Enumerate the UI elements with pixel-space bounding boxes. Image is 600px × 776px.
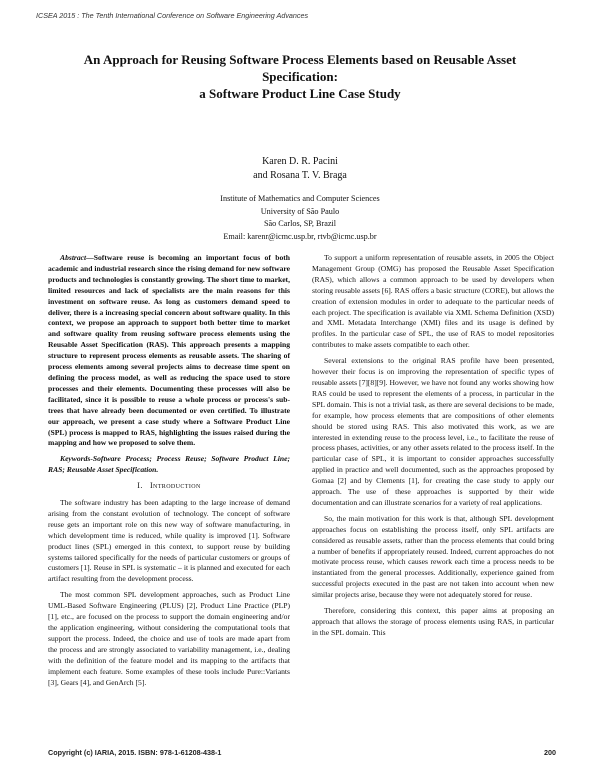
section-heading <box>48 481 290 492</box>
abstract-label: Abstract <box>60 253 87 262</box>
paper-title <box>40 51 560 102</box>
right-column <box>312 253 554 644</box>
author-line-2: and Rosana T. V. Braga <box>253 170 347 181</box>
keywords <box>48 454 290 476</box>
affiliation-university: University of São Paulo <box>260 206 340 216</box>
title-line-2: Specification: <box>262 69 338 84</box>
conference-header: ICSEA 2015 : The Tenth International Conference on Software Engineering Advances <box>36 11 309 20</box>
affiliation-email: Email: karenr@icmc.usp.br, rtvb@icmc.usp.br <box>223 231 377 241</box>
right-paragraph-2: Several extensions to the original RAS profile have been presented, however their focus is on improving the representation of specific types of reusable assets [7][8][9]. However, we have not found any works showing how RAS could be used to represent the elements of a process, in particular in the SPL domain. This is not a trivial task, as there are several decisions to be made, for example, how process elements that are compositions of other elements should be stored using RAS. This also motivated this work, as we are interested in extending reuse to the process level, i.e., to facilitate the reuse of process phases, activities, or any other assets related to the process itself. In the particular case of SPL, it is important to consider approaches successfully applied in practice and well documented, such as the approaches proposed by Gomaa [2] and by Clements [1], for creating the case study to apply our approach. The use of these approaches is supported by their wide documentation and can illustrate scenarios for a variety of real applications. <box>312 356 554 507</box>
left-column <box>48 253 290 693</box>
author-line-1: Karen D. R. Pacini <box>262 156 338 167</box>
affiliation-institute: Institute of Mathematics and Computer Sciences <box>220 194 380 203</box>
affiliation <box>40 193 560 243</box>
footer-copyright: Copyright (c) IARIA, 2015. ISBN: 978-1-61208-438-1 <box>48 748 222 757</box>
right-paragraph-4: Therefore, considering this context, this paper aims at proposing an approach that allows the storage of process elements using RAS, in particular in the SPL domain. This <box>312 606 554 637</box>
right-paragraph-3: So, the main motivation for this work is that, although SPL development approaches focus on establishing the process itself, only SPL artifacts are considered as reusable assets, rather than the process elements that could bring a number of benefits if appropriately reused. Indeed, current approaches do not motivate process reuse, which causes rework each time a process needs to be instantiated from the general processes. Additionally, experience gained from successful projects executed in the past are not taken into account when new similar projects arise, because they were not adequately stored for reuse. <box>312 513 554 600</box>
section-number: I. <box>137 481 143 491</box>
right-paragraph-1: To support a uniform representation of reusable assets, in 2005 the Object Management Group (OMG) has proposed the Reusable Asset Specification (RAS), which allows a common approach to be used by developers when storing reusable assets [6]. RAS offers a basic structure (CORE), but allows the creation of extension modules in order to adequate to the particular needs of each project. The specification is available via XML Schema Definition (XSD) and XML Metadata Interchange (XMI) files and its usage is defined by profiles. In the particular case of SPL, the use of RAS to model repositories contributes to make assets compatible to each other. <box>312 253 554 350</box>
section-title: Introduction <box>149 481 201 491</box>
page-number: 200 <box>544 748 556 757</box>
left-paragraph-1: The software industry has been adapting to the large increase of demand arising from the constant evolution of technology. The concept of software reuse gets an important role on this new way of software manufacturing, in which development time is reduced, while quality is improved [1]. Software product lines (SPL) emerged in this context, to support reuse by building systems tailored specifically for the needs of particular customers or groups of customers [1]. Reuse in SPL is systematic – it is planned and executed for each artifact resulting from the development process. <box>48 498 290 584</box>
title-line-3: a Software Product Line Case Study <box>199 86 401 101</box>
author-list <box>40 155 560 183</box>
title-line-1: An Approach for Reusing Software Process Elements based on Reusable Asset <box>83 52 517 67</box>
left-paragraph-2: The most common SPL development approaches, such as Product Line UML-Based Software Engineering (PLUS) [2], Product Line Practice (PLP) [1], etc., are focused on the process to support the domain engineering and/or the application engineering, without considering the computational tools that support the process. Indeed, the choice and use of tools are made apart from the process and are strongly associated to variability management, i.e., dealing with the definition of the feature model and its mapping to the artifacts that implement each feature. Some examples of these tools include Pure::Variants [3], Gears [4], and GenArch [5]. <box>48 590 290 687</box>
keywords-text: -Software Process; Process Reuse; Software Product Line; RAS; Reusable Asset Specification. <box>48 454 290 475</box>
abstract <box>48 253 290 449</box>
abstract-text: —Software reuse is becoming an important focus of both academic and industrial research since the rising demand for new software products and technologies is constantly growing. The short time to market, limited resources and lack of specialists are the main reasons for this investment on software reuse. As long as customers demand speed to deliver, there is a increasing special concern about software quality. In this context, we propose an approach to support both better time to market and software quality from reusing software process elements using the Reusable Asset Specification (RAS). This approach presents a mapping structure to represent process elements as reusable assets. The sharing of process elements among several projects aims to decrease time spent on defining the process model, as well as reducing the space used to store processes and their elements. Documenting these processes will also be facilitated, since it is possible to reuse a whole process or process's sub-trees that have already been documented or even certified. To illustrate our approach, we present a case study where a Software Product Line (SPL) process is mapped to RAS, highlighting the issues raised during the mapping and how we proposed to solve them. <box>48 253 291 448</box>
keywords-label: Keywords <box>60 454 91 464</box>
affiliation-city: São Carlos, SP, Brazil <box>263 219 337 228</box>
